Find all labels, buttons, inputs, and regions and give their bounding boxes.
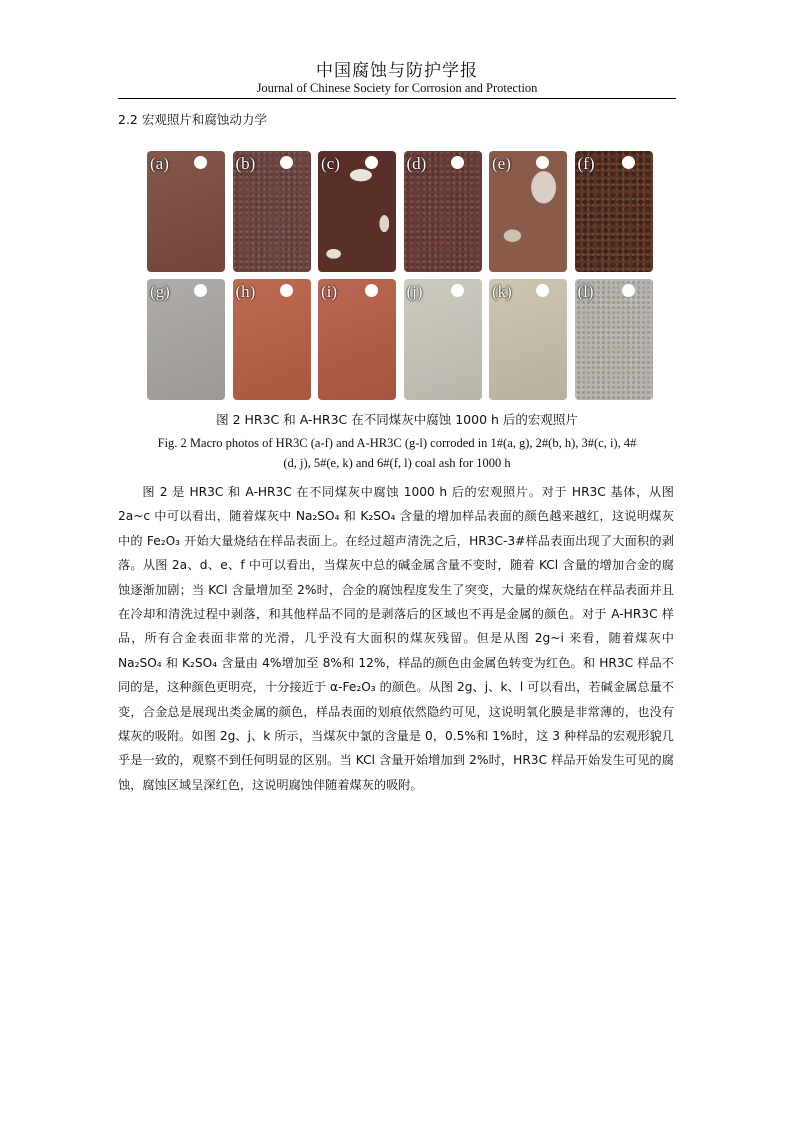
panel-label: (k) [492,282,512,301]
panel-label: (h) [235,282,256,301]
sample-photo-b [233,151,311,272]
journal-title-en: Journal of Chinese Society for Corrosion and Protection [256,81,538,95]
sample-photo-i [318,279,396,400]
journal-title-cn: 中国腐蚀与防护学报 [316,61,478,81]
sample-photo-h [233,279,311,400]
panel-label: (i) [321,282,338,301]
panel-label: (j) [406,282,423,301]
sample-photo-f [575,151,653,272]
section-heading: 2.2 宏观照片和腐蚀动力学 [118,112,267,127]
mounting-hole [451,284,464,297]
panel-label: (a) [150,154,169,173]
body-paragraph: 图 2 是 HR3C 和 A-HR3C 在不同煤灰中腐蚀 1000 h 后的宏观照片。对于 HR3C 基体，从图 2a~c 中可以看出，随着煤灰中 Na₂SO₄ 和 K₂SO₄ 含量的增加样品表面的颜色越来越红，这说明煤灰中的 Fe₂O₃ 开始大量烧结在样品表面上。在经过超声清洗之后，HR3C-3#样品表面出现了大面积的剥落。从图 2a、d、e、f 中可以看出，当煤灰中总的碱金属含量不变时，随着 KCl 含量的增加合金的腐蚀逐渐加剧；当 KCl 含量增加至 2%时，合金的腐蚀程度发生了突变，大量的煤灰烧结在样品表面并且在冷却和清洗过程中剥落，和其他样品不同的是剥落后的区域也不再是金属的颜色。对于 A-HR3C 样品，所有合金表面非常的光滑，几乎没有大面积的煤灰残留。但是从图 2g~i 来看，随着煤灰中 Na₂SO₄ 和 K₂SO₄ 含量由 4%增加至 8%和 12%，样品的颜色由金属色转变为红色。和 HR3C 样品不同的是，这种颜色更明亮，十分接近于 α-Fe₂O₃ 的颜色。从图 2g、j、k、l 可以看出，若碱金属总量不变，合金总是展现出类金属的颜色，样品表面的划痕依然隐约可见，这说明氧化膜是非常薄的，也没有煤灰的吸附。如图 2g、j、k 所示，当煤灰中氯的含量是 0，0.5%和 1%时，这 3 种样品的宏观形貌几乎是一致的，观察不到任何明显的区别。当 KCl 含量开始增加到 2%时，HR3C 样品开始发生可见的腐蚀，腐蚀区域呈深红色，这说明腐蚀伴随着煤灰的吸附。 [118,485,674,792]
sample-photo-j [404,279,482,400]
mounting-hole [451,156,464,169]
sample-photo-e [489,151,567,272]
panel-label: (c) [321,154,340,173]
mounting-hole [194,284,207,297]
sample-photo-d [404,151,482,272]
panel-label: (l) [577,282,594,301]
figure-caption-en-line1: Fig. 2 Macro photos of HR3C (a-f) and A-HR3C (g-l) corroded in 1#(a, g), 2#(b, h), 3#(c, i), 4# [157,436,637,450]
sample-photo-g [147,279,225,400]
mounting-hole [536,284,549,297]
panel-label: (g) [150,282,170,301]
sample-photo-l [575,279,653,400]
sample-photo-k [489,279,567,400]
sample-photo-c [318,151,396,272]
panel-label: (d) [406,154,427,173]
mounting-hole [280,284,293,297]
mounting-hole [622,156,635,169]
panel-label: (b) [235,154,256,173]
panel-label: (f) [577,154,595,173]
mounting-hole [365,156,378,169]
figure-caption-en-line2: (d, j), 5#(e, k) and 6#(f, l) coal ash for 1000 h [283,456,511,470]
sample-photo-a [147,151,225,272]
figure-caption-cn: 图 2 HR3C 和 A-HR3C 在不同煤灰中腐蚀 1000 h 后的宏观照片 [216,412,578,427]
mounting-hole [280,156,293,169]
macro-photo-figure [147,148,647,398]
figure-caption-en [120,433,674,473]
mounting-hole [622,284,635,297]
header-divider [118,98,676,99]
panel-label: (e) [492,154,511,173]
mounting-hole [365,284,378,297]
mounting-hole [536,156,549,169]
mounting-hole [194,156,207,169]
